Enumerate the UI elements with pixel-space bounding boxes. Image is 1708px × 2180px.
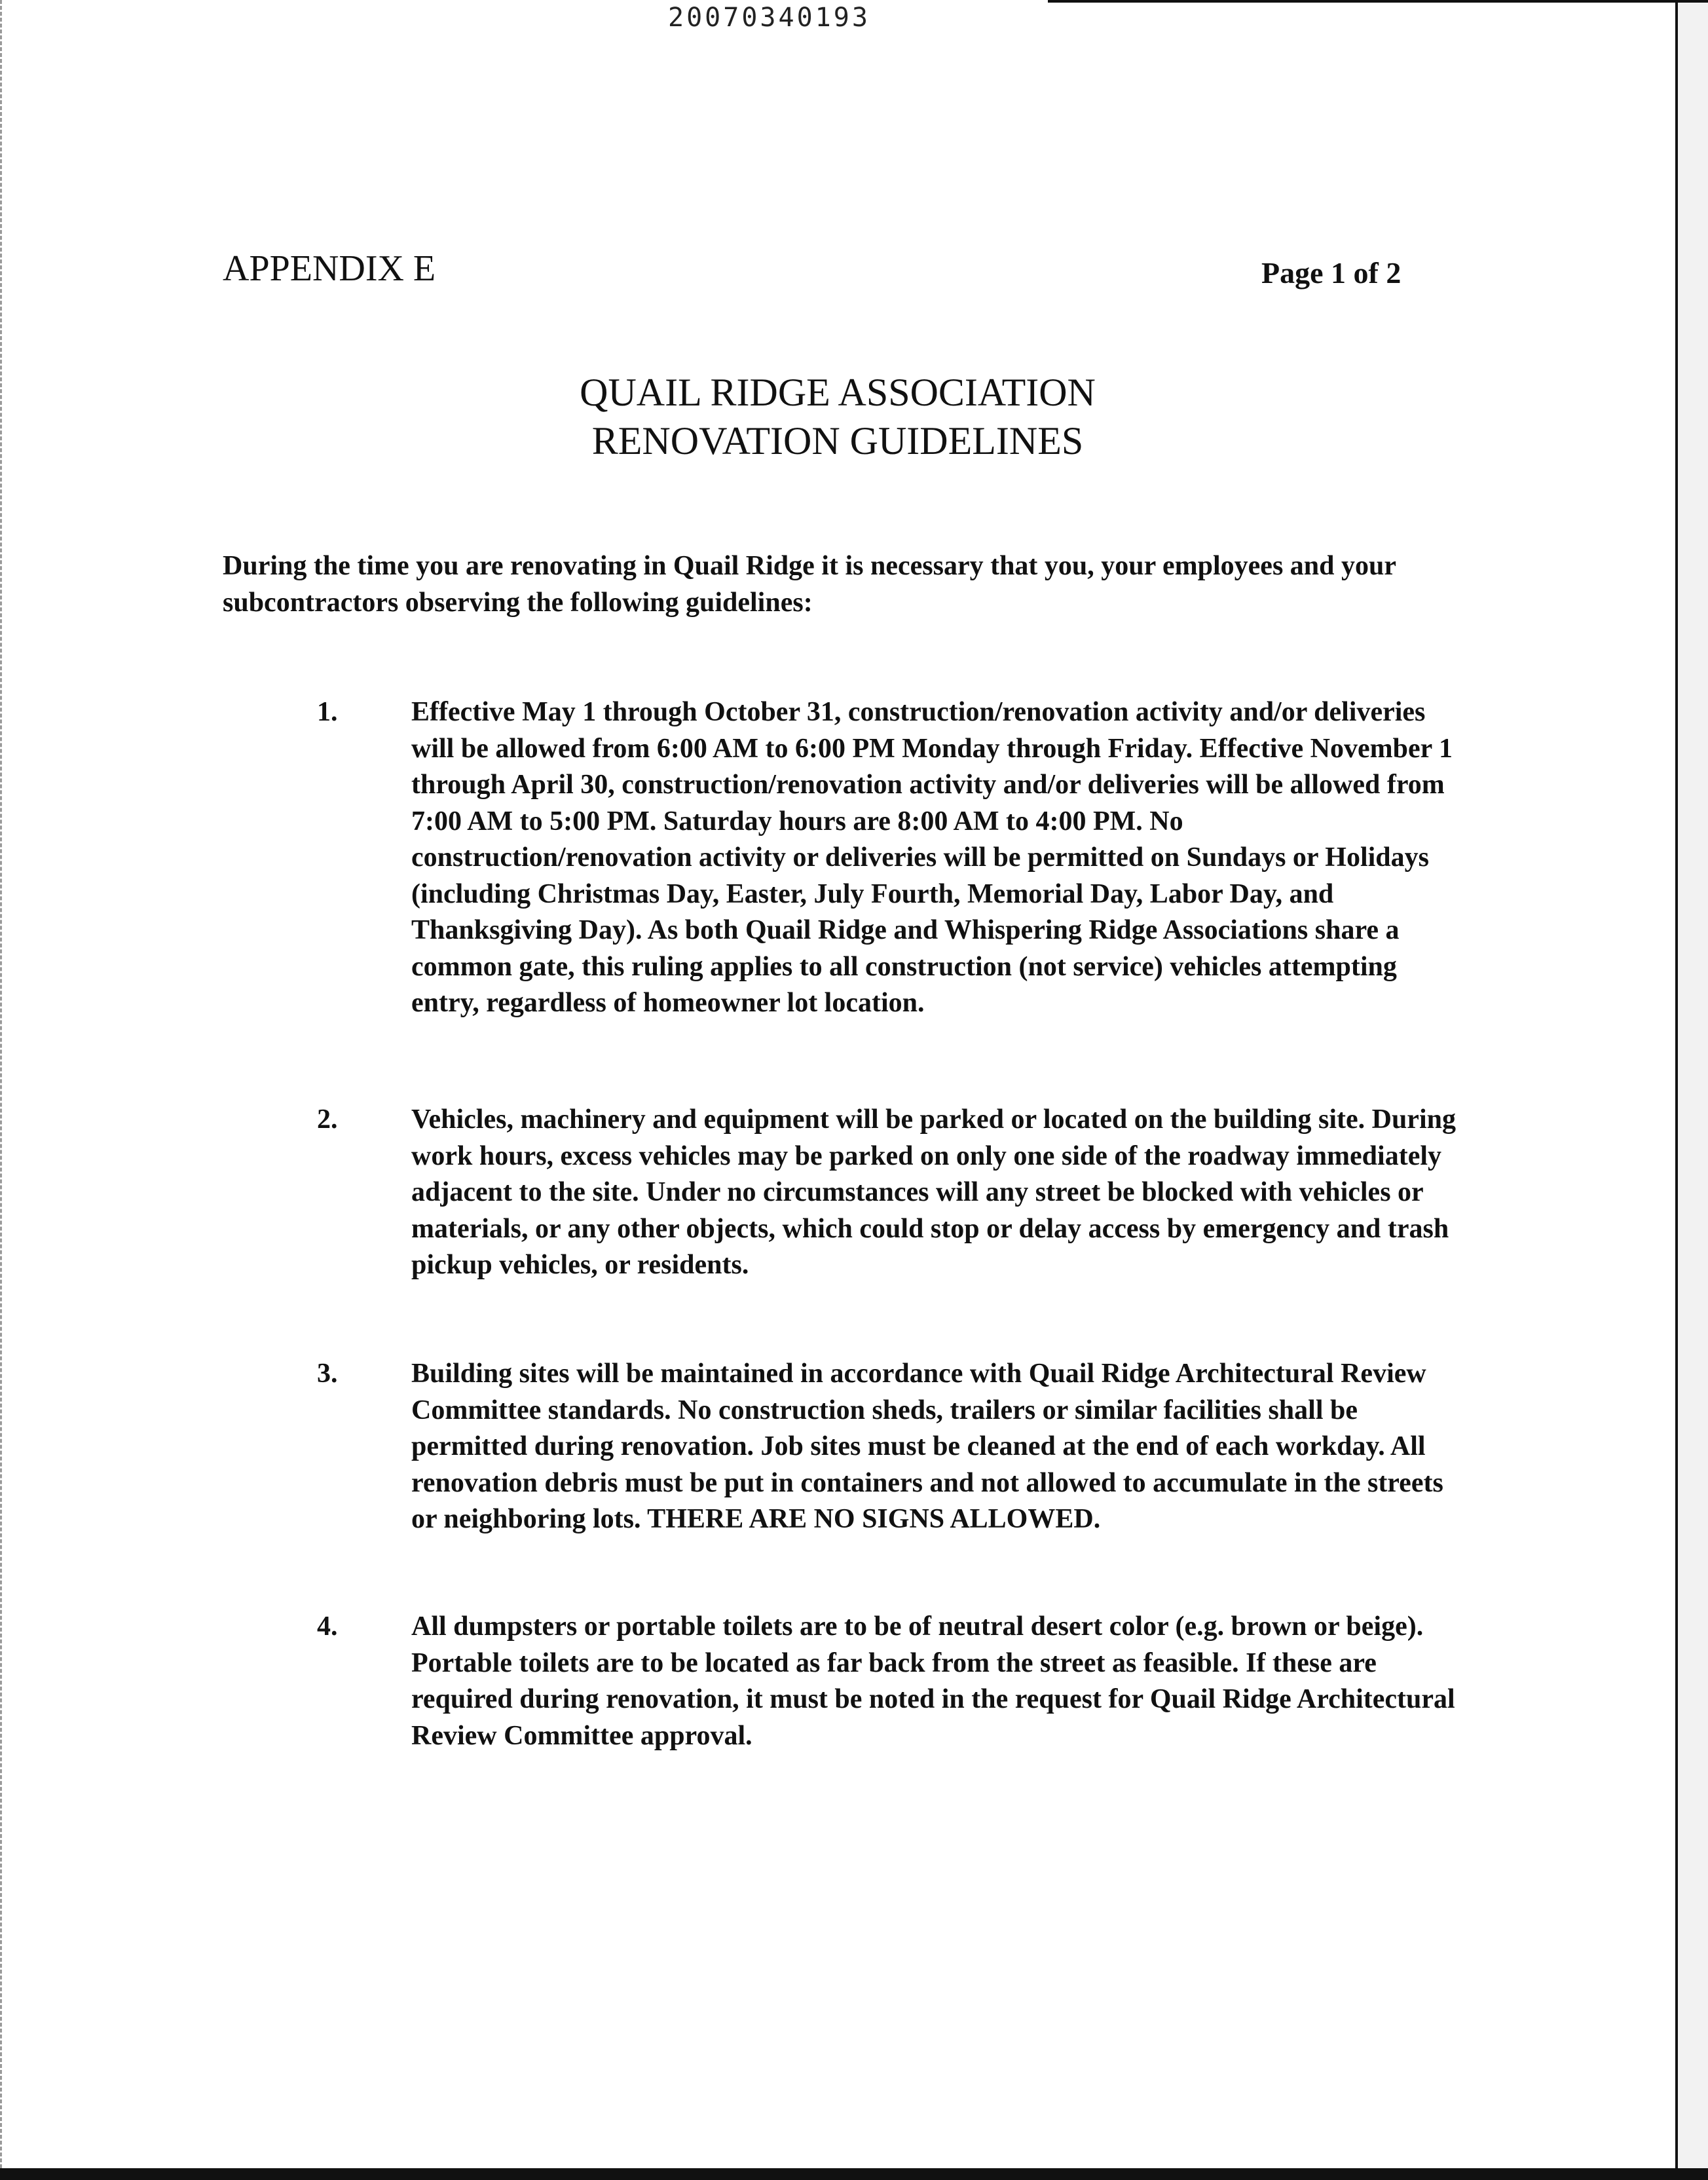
scan-bottom-rule: [0, 2168, 1708, 2180]
scan-left-edge: [0, 0, 2, 2180]
item-number: 2.: [317, 1104, 338, 1135]
item-number: 4.: [317, 1611, 338, 1642]
item-text: All dumpsters or portable toilets are to be of neutral desert color (e.g. brown or beige). Portable toilets are to be located as far back from the street as feasible. If these are required during renovation, it must be noted in the request for Quail Ridge Architectural Review Committee approval.: [411, 1611, 1455, 1751]
item-text: Vehicles, machinery and equipment will be parked or located on the building site. During work hours, excess vehicles may be parked on only one side of the roadway immediately adjacent to the site. Under no circumstances will any street be blocked with vehicles or materials, or any other objects, which could stop or delay access by emergency and trash pickup vehicles, or residents.: [411, 1104, 1456, 1280]
item-number: 1.: [317, 697, 338, 727]
appendix-label: APPENDIX E: [223, 248, 436, 289]
intro-paragraph: During the time you are renovating in Quail Ridge it is necessary that you, your employees and your subcontractors observing the following guidelines:: [223, 551, 1396, 618]
title-line-1: QUAIL RIDGE ASSOCIATION: [580, 371, 1096, 414]
scan-top-rule: [1048, 0, 1708, 3]
item-number: 3.: [317, 1359, 338, 1389]
item-text: Effective May 1 through October 31, construction/renovation activity and/or deliveries will be allowed from 6:00 AM to 6:00 PM Monday through Friday. Effective November 1 through April 30, construction/renovation activity and/or deliveries will be allowed from 7:00 AM to 5:00 PM. Saturday hours are 8:00 AM to 4:00 PM. No construction/renovation activity or deliveries will be permitted on Sundays or Holidays (including Christmas Day, Easter, July Fourth, Memorial Day, Labor Day, and Thanksgiving Day). As both Quail Ridge and Whispering Ridge Associations share a common gate, this ruling applies to all construction (not service) vehicles attempting entry, regardless of homeowner lot location.: [411, 697, 1453, 1018]
document-number: 20070340193: [668, 3, 870, 33]
title-line-2: RENOVATION GUIDELINES: [591, 419, 1084, 462]
scan-right-edge: [1675, 0, 1708, 2180]
document-title: [0, 368, 1675, 465]
page-indicator: Page 1 of 2: [1261, 256, 1402, 290]
item-text: Building sites will be maintained in accordance with Quail Ridge Architectural Review Committee standards. No construction sheds, trailers or similar facilities shall be permitted during renovation. Job sites must be cleaned at the end of each workday. All renovation debris must be put in containers and not allowed to accumulate in the streets or neighboring lots. THERE ARE NO SIGNS ALLOWED.: [411, 1359, 1443, 1534]
